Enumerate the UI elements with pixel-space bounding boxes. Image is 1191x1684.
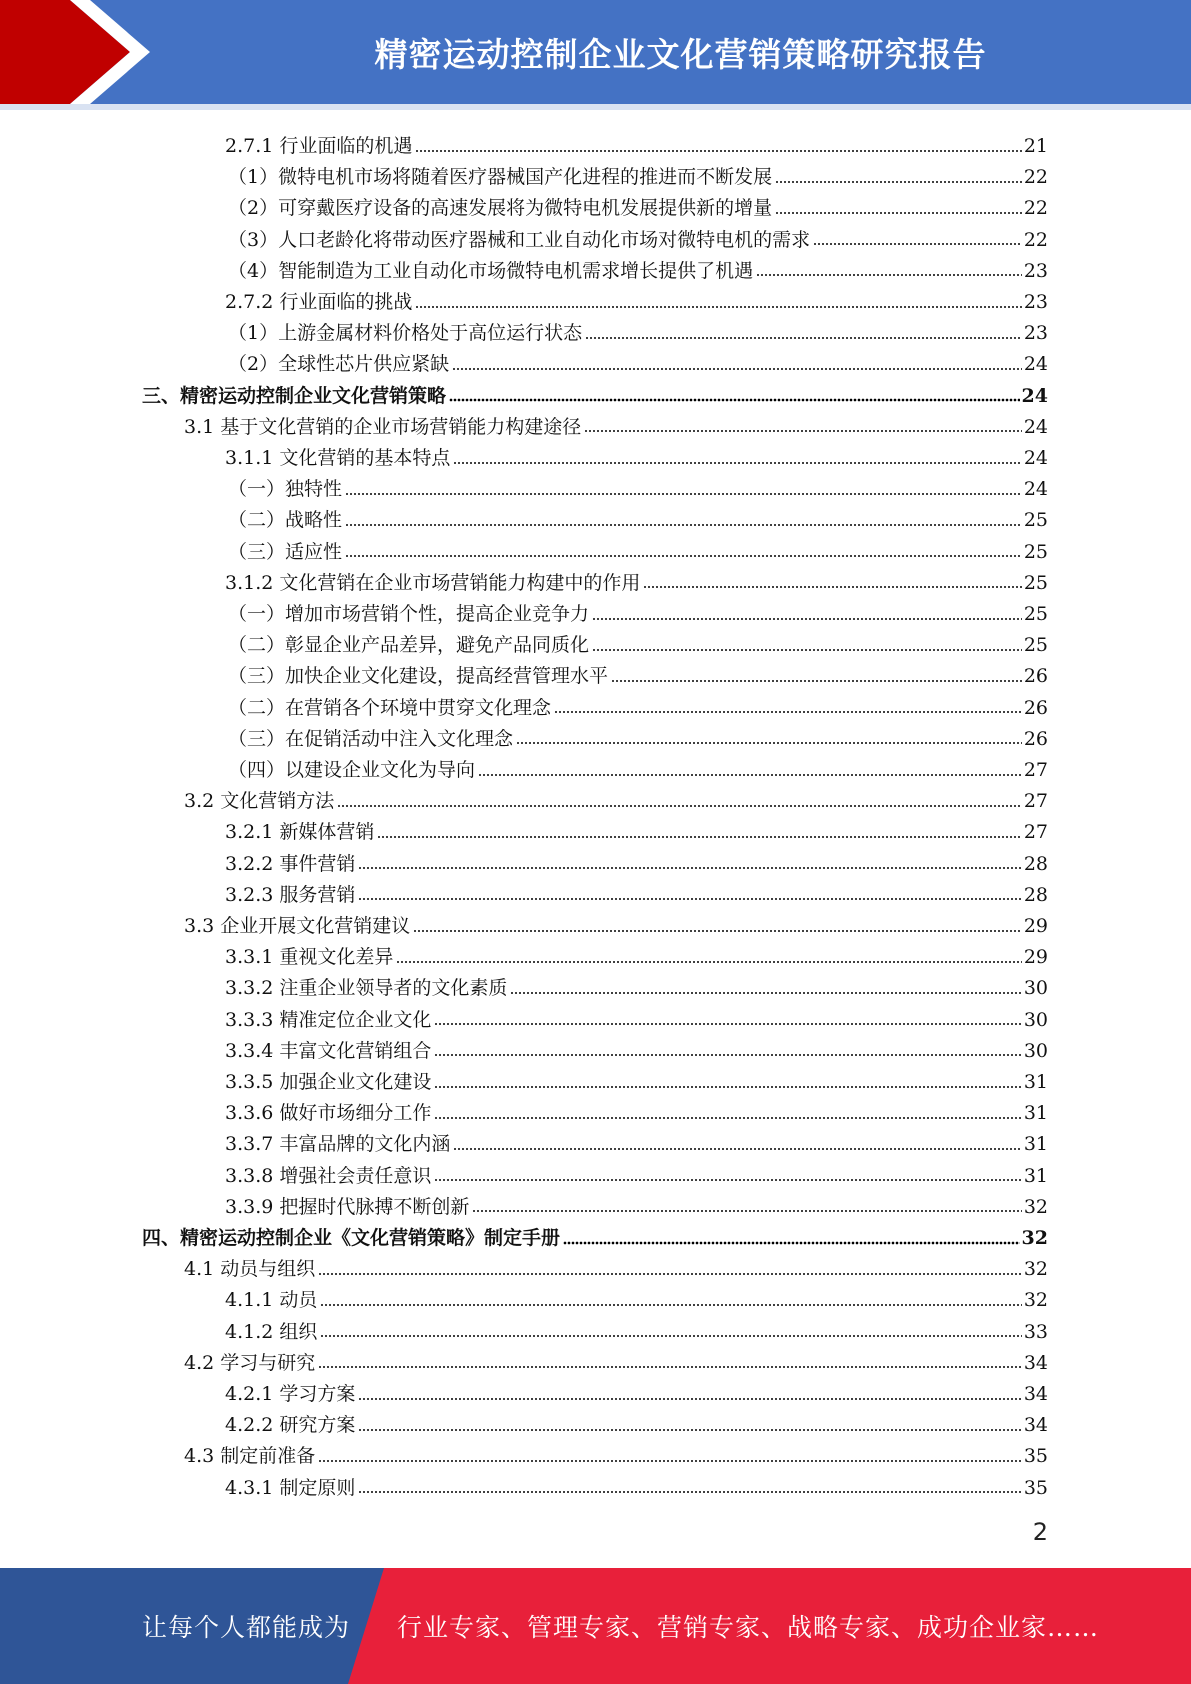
toc-dot-leader <box>592 616 1022 621</box>
toc-entry[interactable] <box>184 1250 1048 1281</box>
toc-entry-page: 35 <box>1023 1476 1048 1499</box>
toc-dot-leader <box>318 1458 1022 1463</box>
toc-entry-title: （三）适应性 <box>228 540 343 563</box>
toc-dot-leader <box>756 273 1022 278</box>
toc-entry-page: 31 <box>1023 1133 1048 1156</box>
toc-entry-title: 4.1 动员与组织 <box>184 1258 316 1281</box>
toc-entry-page: 24 <box>1023 415 1048 438</box>
toc-entry-page: 23 <box>1023 291 1048 313</box>
toc-entry-page: 32 <box>1023 1195 1048 1218</box>
header-underline <box>0 104 1191 110</box>
toc-entry-title: 3.3.7 丰富品牌的文化内涵 <box>225 1133 451 1156</box>
toc-entry-page: 31 <box>1023 1164 1048 1187</box>
toc-dot-leader <box>592 647 1022 652</box>
footer-slogan-left: 让每个人都能成为 <box>142 1613 351 1642</box>
toc-entry-page: 35 <box>1023 1445 1048 1468</box>
toc-dot-leader <box>415 304 1021 309</box>
toc-entry[interactable] <box>184 1437 1048 1468</box>
toc-dot-leader <box>320 1302 1021 1307</box>
toc-entry[interactable] <box>228 345 1048 376</box>
toc-entry[interactable] <box>225 1157 1048 1188</box>
toc-entry-title: 4.3.1 制定原则 <box>225 1476 356 1499</box>
toc-entry[interactable] <box>225 969 1048 1000</box>
toc-entry-page: 28 <box>1023 883 1048 906</box>
toc-entry-page: 32 <box>1023 1258 1048 1281</box>
toc-entry[interactable] <box>228 158 1048 189</box>
toc-entry-title: （3）人口老龄化将带动医疗器械和工业自动化市场对微特电机的需求 <box>228 228 811 251</box>
toc-entry-title: 3.3.8 增强社会责任意识 <box>225 1164 432 1187</box>
toc-entry[interactable] <box>225 283 1048 314</box>
toc-entry-page: 34 <box>1023 1414 1048 1437</box>
toc-entry[interactable] <box>184 408 1048 439</box>
toc-entry-page: 27 <box>1023 790 1048 813</box>
toc-entry[interactable] <box>225 1469 1048 1500</box>
toc-entry-page: 30 <box>1023 1039 1048 1062</box>
toc-entry-title: 3.2 文化营销方法 <box>184 790 335 813</box>
toc-dot-leader <box>413 928 1022 933</box>
toc-entry[interactable] <box>225 127 1048 158</box>
toc-dot-leader <box>585 335 1022 340</box>
toc-entry-page: 32 <box>1021 1227 1048 1249</box>
toc-entry-title: 4.2.2 研究方案 <box>225 1414 356 1437</box>
toc-dot-leader <box>554 710 1022 715</box>
toc-entry[interactable] <box>225 1188 1048 1219</box>
toc-dot-leader <box>358 897 1021 902</box>
toc-dot-leader <box>452 366 1022 371</box>
toc-entry[interactable] <box>228 470 1048 501</box>
toc-entry-page: 25 <box>1023 509 1048 532</box>
toc-entry-title: 3.3.5 加强企业文化建设 <box>225 1071 432 1093</box>
toc-entry-title: 四、精密运动控制企业《文化营销策略》制定手册 <box>142 1227 561 1249</box>
toc-entry[interactable] <box>228 252 1048 283</box>
toc-dot-leader <box>358 1396 1021 1401</box>
toc-entry-title: （一）独特性 <box>228 478 343 501</box>
toc-dot-leader <box>453 460 1021 465</box>
toc-entry[interactable] <box>184 782 1048 813</box>
toc-entry-title: 4.1.2 组织 <box>225 1320 318 1343</box>
toc-dot-leader <box>478 772 1022 777</box>
toc-entry-title: 3.3 企业开展文化营销建议 <box>184 915 411 937</box>
toc-dot-leader <box>449 398 1020 403</box>
toc-entry[interactable] <box>228 314 1048 345</box>
toc-dot-leader <box>358 1427 1021 1432</box>
toc-dot-leader <box>345 522 1022 527</box>
toc-entry-title: 3.1.2 文化营销在企业市场营销能力构建中的作用 <box>225 571 641 594</box>
toc-dot-leader <box>434 1084 1021 1089</box>
toc-entry-title: 3.1 基于文化营销的企业市场营销能力构建途径 <box>184 415 582 438</box>
toc-entry[interactable] <box>142 1219 1048 1250</box>
toc-dot-leader <box>563 1240 1020 1245</box>
toc-dot-leader <box>453 1146 1021 1151</box>
toc-dot-leader <box>516 741 1022 746</box>
toc-entry[interactable] <box>228 720 1048 751</box>
page-number: 2 <box>1032 1518 1048 1546</box>
toc-entry[interactable] <box>228 626 1048 657</box>
toc-entry[interactable] <box>228 689 1048 720</box>
toc-entry-title: （二）彰显企业产品差异，避免产品同质化 <box>228 634 590 657</box>
toc-entry[interactable] <box>142 377 1048 408</box>
toc-entry[interactable] <box>225 1313 1048 1344</box>
toc-entry[interactable] <box>228 221 1048 252</box>
toc-entry-title: （二）战略性 <box>228 509 343 532</box>
toc-entry-page: 31 <box>1023 1102 1048 1125</box>
toc-dot-leader <box>318 1365 1022 1370</box>
toc-entry[interactable] <box>225 845 1048 876</box>
toc-entry-title: （2）全球性芯片供应紧缺 <box>228 353 450 376</box>
toc-entry-title: 3.3.2 注重企业领导者的文化素质 <box>225 977 508 1000</box>
toc-entry-title: 3.3.3 精准定位企业文化 <box>225 1008 432 1031</box>
toc-entry-page: 25 <box>1023 603 1048 625</box>
toc-dot-leader <box>510 990 1021 995</box>
toc-dot-leader <box>434 1022 1021 1027</box>
toc-dot-leader <box>434 1053 1021 1058</box>
toc-entry-page: 24 <box>1021 384 1048 407</box>
toc-entry[interactable] <box>225 1094 1048 1125</box>
toc-entry-page: 22 <box>1023 197 1048 220</box>
toc-entry-title: （2）可穿戴医疗设备的高速发展将为微特电机发展提供新的增量 <box>228 197 773 220</box>
toc-entry-title: 3.2.3 服务营销 <box>225 883 356 906</box>
toc-entry-title: 3.3.9 把握时代脉搏不断创新 <box>225 1195 470 1218</box>
toc-entry-page: 25 <box>1023 634 1048 657</box>
toc-entry[interactable] <box>225 1063 1048 1094</box>
toc-entry-title: （1）微特电机市场将随着医疗器械国产化进程的推进而不断发展 <box>228 166 773 189</box>
toc-entry-page: 34 <box>1023 1351 1048 1374</box>
toc-entry[interactable] <box>225 1125 1048 1156</box>
toc-dot-leader <box>813 242 1022 247</box>
toc-entry-page: 30 <box>1023 977 1048 1000</box>
toc-entry[interactable] <box>184 1344 1048 1375</box>
toc-entry[interactable] <box>225 813 1048 844</box>
toc-dot-leader <box>377 834 1021 839</box>
toc-entry-title: （四）以建设企业文化为导向 <box>228 759 476 781</box>
toc-entry[interactable] <box>225 1281 1048 1312</box>
toc-entry-page: 27 <box>1023 759 1048 781</box>
toc-entry-page: 23 <box>1023 259 1048 282</box>
toc-entry-title: （二）在营销各个环境中贯穿文化理念 <box>228 696 552 719</box>
toc-entry-page: 29 <box>1023 946 1048 969</box>
toc-entry-title: 2.7.1 行业面临的机遇 <box>225 135 413 157</box>
toc-entry-page: 22 <box>1023 166 1048 189</box>
toc-entry[interactable] <box>225 938 1048 969</box>
toc-entry[interactable] <box>225 1375 1048 1406</box>
toc-dot-leader <box>345 554 1022 559</box>
toc-entry-title: 3.3.6 做好市场细分工作 <box>225 1102 432 1125</box>
toc-entry[interactable] <box>225 1032 1048 1063</box>
toc-entry[interactable] <box>225 1001 1048 1032</box>
toc-entry-title: （三）在促销活动中注入文化理念 <box>228 727 514 750</box>
toc-entry-page: 33 <box>1023 1320 1048 1343</box>
toc-entry-page: 24 <box>1023 478 1048 501</box>
page-footer <box>0 1568 1191 1684</box>
toc-entry-page: 25 <box>1023 571 1048 594</box>
toc-entry[interactable] <box>184 907 1048 938</box>
toc-entry-page: 24 <box>1023 447 1048 469</box>
toc-dot-leader <box>337 803 1022 808</box>
toc-entry-title: 3.1.1 文化营销的基本特点 <box>225 447 451 469</box>
toc-entry-title: （4）智能制造为工业自动化市场微特电机需求增长提供了机遇 <box>228 259 754 282</box>
toc-dot-leader <box>775 179 1022 184</box>
toc-entry-title: 2.7.2 行业面临的挑战 <box>225 291 413 313</box>
toc-entry-title: 三、精密运动控制企业文化营销策略 <box>142 384 447 407</box>
toc-entry[interactable] <box>225 1406 1048 1437</box>
toc-entry-title: 4.2 学习与研究 <box>184 1351 316 1374</box>
toc-dot-leader <box>318 1271 1022 1276</box>
toc-dot-leader <box>415 148 1021 153</box>
toc-entry-page: 31 <box>1023 1071 1048 1093</box>
toc-entry-title: （三）加快企业文化建设，提高经营管理水平 <box>228 665 609 688</box>
toc-entry-title: 3.3.4 丰富文化营销组合 <box>225 1039 432 1062</box>
toc-entry-title: 4.1.1 动员 <box>225 1289 318 1312</box>
toc-entry-page: 30 <box>1023 1008 1048 1031</box>
toc-entry[interactable] <box>225 564 1048 595</box>
toc-entry-title: 3.3.1 重视文化差异 <box>225 946 394 969</box>
toc-dot-leader <box>434 1115 1021 1120</box>
toc-dot-leader <box>584 429 1022 434</box>
toc-entry[interactable] <box>228 657 1048 688</box>
toc-dot-leader <box>358 866 1021 871</box>
toc-entry-page: 32 <box>1023 1289 1048 1312</box>
toc-entry-title: 4.3 制定前准备 <box>184 1445 316 1468</box>
toc-dot-leader <box>775 210 1022 215</box>
toc-entry-title: 3.2.1 新媒体营销 <box>225 821 375 844</box>
toc-dot-leader <box>611 678 1022 683</box>
toc-entry-page: 21 <box>1023 135 1048 157</box>
toc-entry-title: 4.2.1 学习方案 <box>225 1383 356 1405</box>
toc-entry-title: （一）增加市场营销个性，提高企业竞争力 <box>228 603 590 625</box>
toc-entry-page: 24 <box>1023 353 1048 376</box>
toc-entry-title: （1）上游金属材料价格处于高位运行状态 <box>228 322 583 345</box>
toc-dot-leader <box>472 1209 1021 1214</box>
toc-entry-page: 28 <box>1023 852 1048 875</box>
toc-entry-page: 25 <box>1023 540 1048 563</box>
toc-dot-leader <box>396 959 1021 964</box>
toc-entry-page: 34 <box>1023 1383 1048 1405</box>
toc-dot-leader <box>320 1334 1021 1339</box>
toc-entry[interactable] <box>228 501 1048 532</box>
toc-entry[interactable] <box>228 595 1048 626</box>
toc-entry[interactable] <box>228 533 1048 564</box>
toc-entry-page: 26 <box>1023 665 1048 688</box>
toc-entry-title: 3.2.2 事件营销 <box>225 852 356 875</box>
toc-entry-page: 22 <box>1023 228 1048 251</box>
toc-entry[interactable] <box>228 189 1048 220</box>
toc-dot-leader <box>643 585 1021 590</box>
page-header <box>0 0 1191 110</box>
toc-entry-page: 26 <box>1023 727 1048 750</box>
toc-entry[interactable] <box>225 439 1048 470</box>
toc-entry[interactable] <box>228 751 1048 782</box>
toc-dot-leader <box>358 1490 1021 1495</box>
toc-dot-leader <box>345 491 1022 496</box>
toc-entry-page: 29 <box>1023 915 1048 937</box>
header-title: 精密运动控制企业文化营销策略研究报告 <box>374 34 987 74</box>
footer-slogan-right: 行业专家、管理专家、营销专家、战略专家、成功企业家…… <box>397 1613 1100 1642</box>
toc-entry-page: 26 <box>1023 696 1048 719</box>
toc-entry-page: 27 <box>1023 821 1048 844</box>
toc-dot-leader <box>434 1178 1021 1183</box>
toc-entry[interactable] <box>225 876 1048 907</box>
toc-entry-page: 23 <box>1023 322 1048 345</box>
